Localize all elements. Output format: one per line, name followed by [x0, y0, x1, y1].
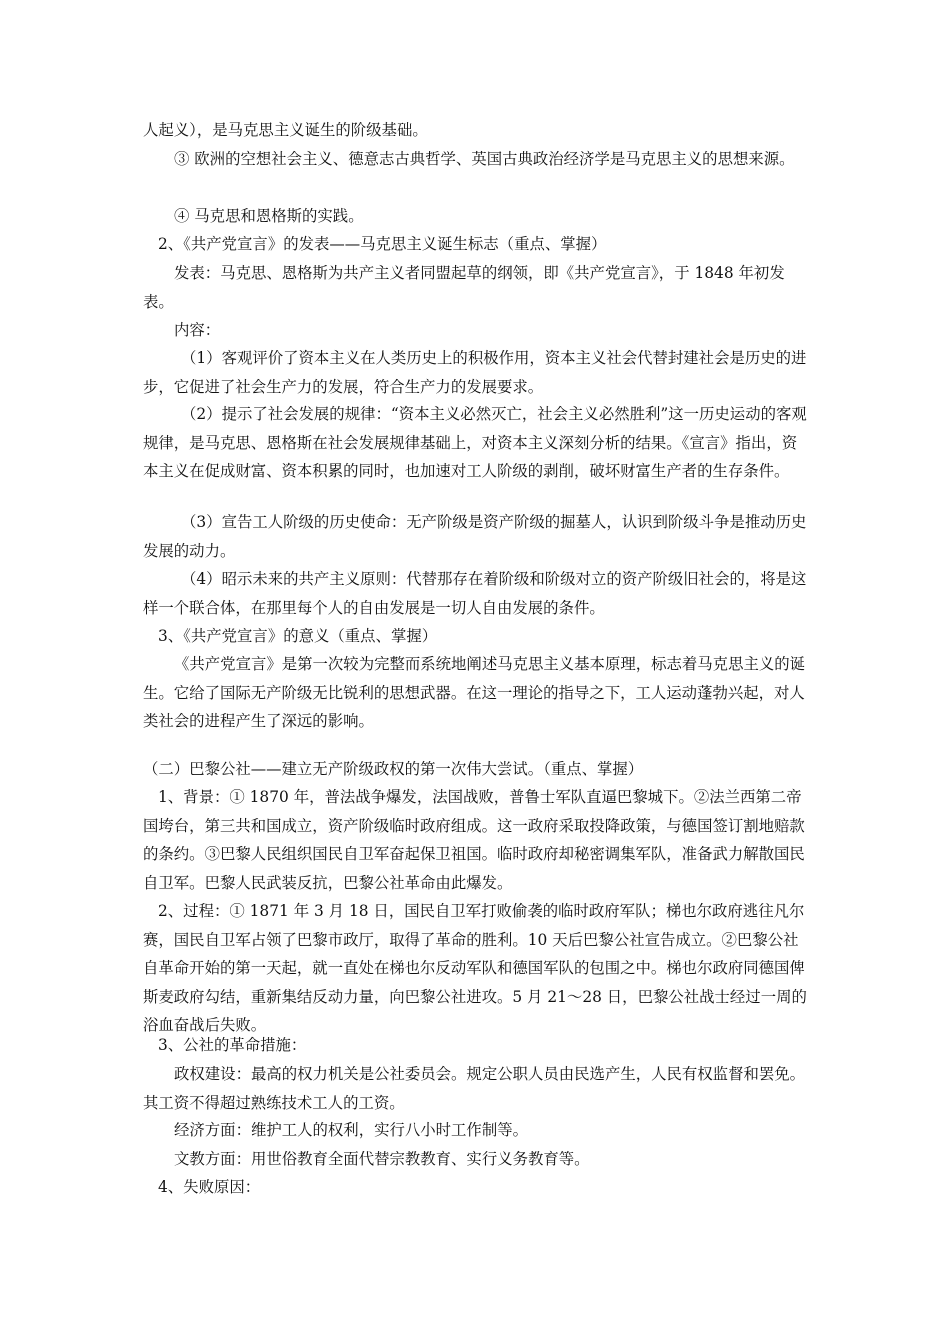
heading-measures: 3、公社的革命措施：: [158, 1036, 307, 1054]
paragraph-class-basis: 人起义），是马克思主义诞生的阶级基础。: [143, 121, 428, 139]
paragraph-education: 文教方面：用世俗教育全面代替宗教教育、实行义务教育等。: [174, 1150, 590, 1168]
paragraph-content-1: （1）客观评价了资本主义在人类历史上的积极作用，资本主义社会代替封建社会是历史的进步，它促进了社会生产力的发展，符合生产力的发展要求。: [143, 349, 807, 396]
paragraph-publication: 发表：马克思、恩格斯为共产主义者同盟起草的纲领，即《共产党宣言》，于 1848 年初发表。: [143, 264, 785, 311]
paragraph-ideological-sources: ③ 欧洲的空想社会主义、德意志古典哲学、英国古典政治经济学是马克思主义的思想来源。: [174, 150, 795, 168]
paragraph-content-3: （3）宣告工人阶级的历史使命：无产阶级是资产阶级的掘墓人，认识到阶级斗争是推动历史发展的动力。: [143, 513, 807, 560]
heading-paris-commune: （二）巴黎公社——建立无产阶级政权的第一次伟大尝试。（重点、掌握）: [143, 760, 644, 778]
paragraph-content-label: 内容：: [174, 321, 221, 339]
paragraph-political: 政权建设：最高的权力机关是公社委员会。规定公职人员由民选产生，人民有权监督和罢免。其工资不得超过熟练技术工人的工资。: [143, 1065, 806, 1112]
paragraph-economic: 经济方面：维护工人的权利，实行八小时工作制等。: [174, 1121, 528, 1139]
paragraph-significance: 《共产党宣言》是第一次较为完整而系统地阐述马克思主义基本原理，标志着马克思主义的诞生。它给了国际无产阶级无比锐利的思想武器。在这一理论的指导之下，工人运动蓬勃兴起，对人类社会的进程产生了深远的影响。: [143, 655, 806, 730]
paragraph-practice: ④ 马克思和恩格斯的实践。: [174, 207, 364, 225]
paragraph-content-2: （2）提示了社会发展的规律：“资本主义必然灭亡，社会主义必然胜利”这一历史运动的客观规律，是马克思、恩格斯在社会发展规律基础上，对资本主义深刻分析的结果。《宣言》指出，资本主义在促成财富、资本积累的同时，也加速对工人阶级的剥削，破坏财富生产者的生存条件。: [143, 405, 807, 480]
heading-manifesto-publication: 2、《共产党宣言》的发表——马克思主义诞生标志（重点、掌握）: [158, 235, 607, 253]
paragraph-content-4: （4）昭示未来的共产主义原则：代替那存在着阶级和阶级对立的资产阶级旧社会的，将是这样一个联合体，在那里每个人的自由发展是一切人自由发展的条件。: [143, 570, 807, 617]
heading-failure-reasons: 4、失败原因：: [158, 1178, 261, 1196]
paragraph-process: 2、过程：① 1871 年 3 月 18 日，国民自卫军打败偷袭的临时政府军队；梯也尔政府逃往凡尔赛，国民自卫军占领了巴黎市政厅，取得了革命的胜利。10 天后巴黎公社宣告成立。②巴黎公社自革命开始的第一天起，就一直处在梯也尔反动军队和德国军队的包围之中。梯也尔政府同德国俾斯麦政府勾结，重新集结反动力量，向巴黎公社进攻。5 月 21～28 日，巴黎公社战士经过一周的浴血奋战后失败。: [143, 902, 807, 1034]
heading-manifesto-significance: 3、《共产党宣言》的意义（重点、掌握）: [158, 627, 438, 645]
paragraph-background: 1、背景：① 1870 年，普法战争爆发，法国战败，普鲁士军队直逼巴黎城下。②法兰西第二帝国垮台，第三共和国成立，资产阶级临时政府组成。这一政府采取投降政策，与德国签订割地赔款的条约。③巴黎人民组织国民自卫军奋起保卫祖国。临时政府却秘密调集军队，准备武力解散国民自卫军。巴黎人民武装反抗，巴黎公社革命由此爆发。: [143, 788, 805, 892]
